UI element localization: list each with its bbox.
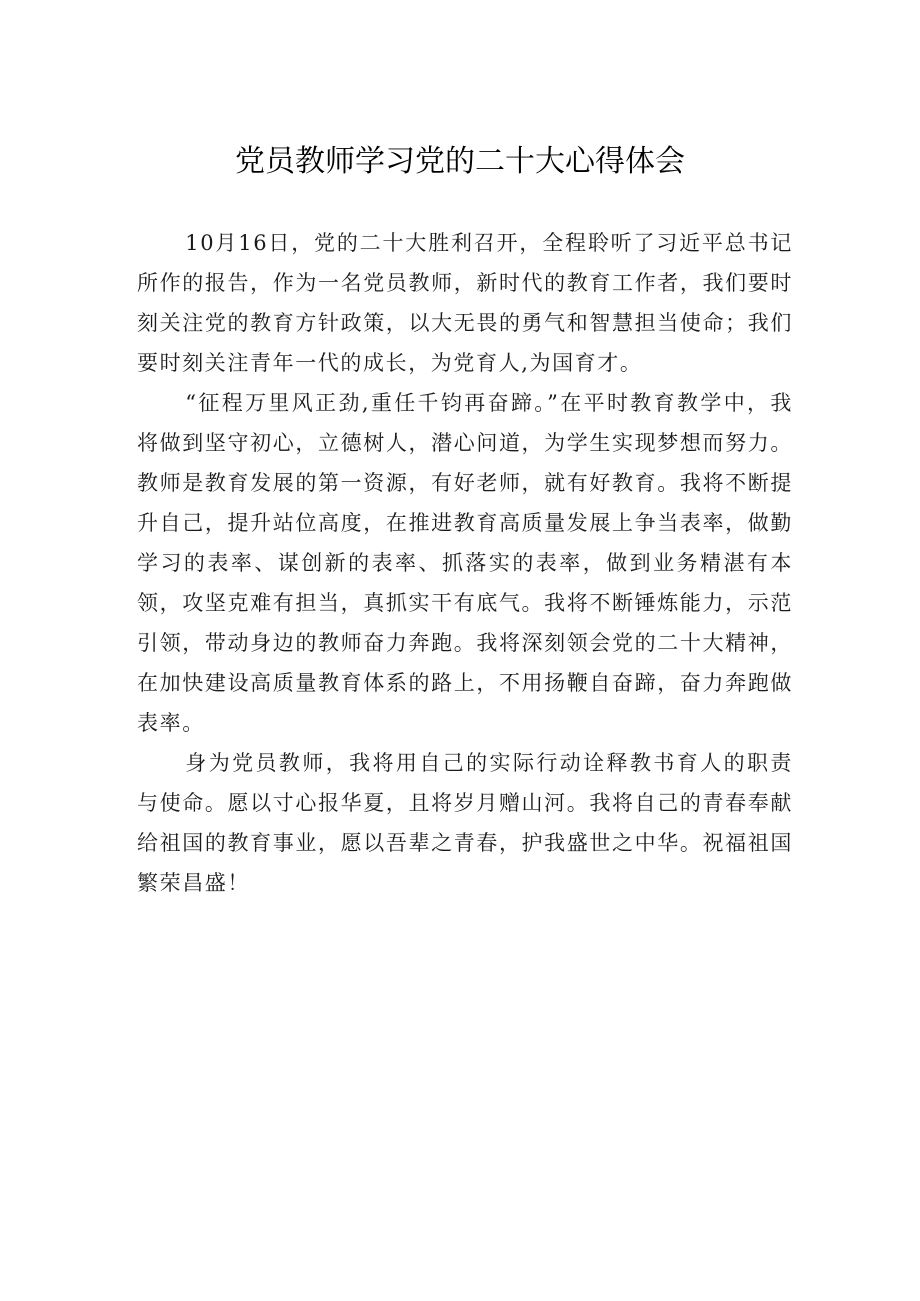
paragraph-3: 身为党员教师，我将用自己的实际行动诠释教书育人的职责与使命。愿以寸心报华夏，且将岁月赠山河。我将自己的青春奉献给祖国的教育事业，愿以吾辈之青春，护我盛世之中华。祝福祖国繁荣昌盛！ [137,751,793,895]
paragraph-2: “征程万里风正劲,重任千钧再奋蹄。”在平时教育教学中，我将做到坚守初心，立德树人，潜心问道，为学生实现梦想而努力。教师是教育发展的第一资源，有好老师，就有好教育。我将不断提升自己，提升站位高度，在推进教育高质量发展上争当表率，做勤学习的表率、谋创新的表率、抓落实的表率，做到业务精湛有本领，攻坚克难有担当，真抓实干有底气。我将不断锤炼能力，示范引领，带动身边的教师奋力奔跑。我将深刻领会党的二十大精神，在加快建设高质量教育体系的路上，不用扬鞭自奋蹄，奋力奔跑做表率。 [137,391,793,735]
paragraph-1: 10月16日，党的二十大胜利召开，全程聆听了习近平总书记所作的报告，作为一名党员教师，新时代的教育工作者，我们要时刻关注党的教育方针政策，以大无畏的勇气和智慧担当使命；我们要时刻关注青年一代的成长，为党育人,为国育才。 [137,231,793,375]
document-title: 党员教师学习党的二十大心得体会 [235,144,685,179]
document-body [137,223,793,903]
